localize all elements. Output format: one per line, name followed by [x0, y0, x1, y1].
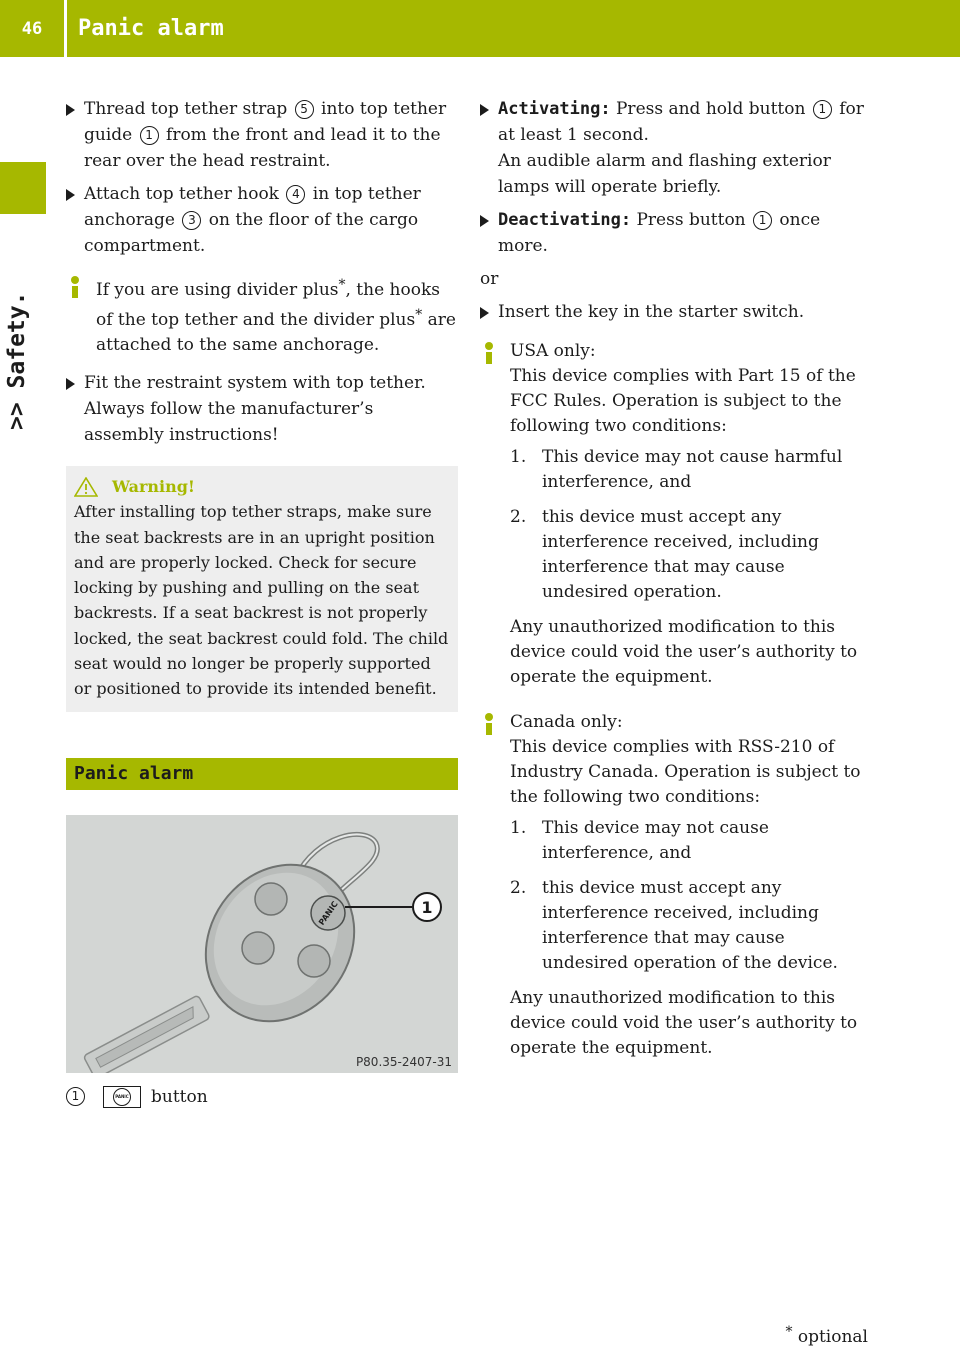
warning-box: [66, 466, 458, 712]
page-title: Panic alarm: [78, 16, 224, 41]
step-arrow-icon: [66, 96, 84, 174]
list-item: [510, 876, 874, 976]
instruction-step: [480, 299, 874, 325]
info-text-part: , the hooks of the top tether and the divider plus: [96, 280, 440, 330]
list-item: [510, 445, 874, 495]
chapter-tab-marker: [0, 162, 46, 214]
caption-text: button: [151, 1086, 208, 1107]
or-text: or: [480, 269, 499, 289]
step-text: [84, 181, 458, 259]
instruction-step: [480, 207, 874, 259]
step-text-part: An audible alarm and flashing exterior lamps will operate briefly.: [498, 151, 831, 197]
footnote-text: optional: [792, 1327, 868, 1347]
info-intro: This device complies with Part 15 of the FCC Rules. Operation is subject to the following two conditions:: [510, 366, 856, 436]
list-text: this device must accept any interference received, including interference that may cause undesired operation.: [542, 507, 819, 602]
panic-button-label: PANIC: [317, 899, 340, 927]
numbered-list: [510, 445, 874, 605]
info-title: Canada only:: [510, 712, 623, 732]
step-text-part: in top tether anchorage: [84, 184, 421, 230]
step-text-part: Press and hold button: [610, 99, 811, 119]
info-title: USA only:: [510, 341, 596, 361]
optional-asterisk: *: [785, 1324, 793, 1340]
page-header: [0, 0, 960, 57]
step-text: Insert the key in the starter switch.: [498, 302, 805, 322]
step-arrow-icon: [480, 299, 498, 325]
list-text: this device must accept any interference received, including interference that may cause undesired operation of the device.: [542, 878, 838, 973]
info-icon: [480, 713, 498, 733]
info-text-part: are attached to the same anchorage.: [96, 310, 456, 355]
optional-asterisk: *: [338, 277, 346, 293]
deactivating-label: Deactivating:: [498, 210, 632, 230]
step-text-part: once more.: [498, 210, 821, 256]
step-arrow-icon: [480, 96, 498, 200]
page-number: 46: [21, 18, 43, 39]
step-arrow-icon: [66, 370, 84, 448]
panic-icon-text: PANIC: [113, 1088, 131, 1106]
figure-code: P80.35-2407-31: [355, 1054, 452, 1069]
instruction-step: [480, 96, 874, 200]
step-text-part: Press button: [631, 210, 752, 230]
info-note: [66, 273, 458, 358]
step-arrow-icon: [66, 181, 84, 259]
smart-key-image: [66, 815, 458, 1073]
callout-number-icon: 3: [182, 211, 201, 230]
step-text: [498, 96, 874, 200]
activating-label: Activating:: [498, 99, 611, 119]
step-text-part: on the floor of the cargo compartment.: [84, 210, 419, 256]
list-number: 1.: [510, 447, 527, 467]
footnote: [785, 1320, 868, 1349]
warning-title: Warning!: [112, 477, 195, 496]
instruction-step: [66, 96, 458, 174]
right-column: [480, 96, 874, 1073]
list-text: This device may not cause harmful interference, and: [542, 447, 843, 492]
panic-button-icon: [103, 1086, 141, 1108]
info-text: [96, 273, 458, 358]
instruction-step: [66, 181, 458, 259]
info-note-canada: [480, 710, 874, 1061]
callout-number-icon: 5: [295, 100, 314, 119]
callout-number-icon: 1: [753, 211, 772, 230]
step-text: [498, 207, 874, 259]
callout-number-icon: 1: [140, 126, 159, 145]
info-icon: [480, 342, 498, 362]
step-text-part: into top tether guide: [84, 99, 447, 145]
info-icon: [66, 276, 84, 296]
list-item: [510, 505, 874, 605]
list-number: 1.: [510, 818, 527, 838]
chapter-side-label: [4, 291, 30, 430]
numbered-list: [510, 816, 874, 976]
step-text-part: for at least 1 second.: [498, 99, 864, 145]
info-note-usa: [480, 339, 874, 690]
optional-asterisk: *: [415, 307, 423, 323]
step-arrow-icon: [480, 207, 498, 259]
callout-number-icon: 1: [813, 100, 832, 119]
info-intro: This device complies with RSS-210 of Industry Canada. Operation is subject to the following two conditions:: [510, 737, 861, 807]
left-column: [66, 96, 458, 1109]
warning-header: [74, 474, 450, 499]
step-text-part: Thread top tether strap: [84, 99, 293, 119]
instruction-step: [66, 370, 458, 448]
step-text: [84, 96, 458, 174]
section-heading: Panic alarm: [66, 758, 458, 790]
step-text-part: Attach top tether hook: [84, 184, 285, 204]
info-outro: Any unauthorized modification to this device could void the user’s authority to operate the equipment.: [510, 988, 858, 1058]
callout-number-icon: 1: [66, 1087, 85, 1106]
list-number: 2.: [510, 507, 527, 527]
figure-callout-number: 1: [421, 897, 433, 917]
step-text: Fit the restraint system with top tether. Always follow the manufacturer’s assembly instructions!: [84, 373, 426, 445]
warning-triangle-icon: [74, 477, 98, 497]
callout-number-icon: 4: [286, 185, 305, 204]
figure-caption: [66, 1085, 458, 1109]
step-text-part: from the front and lead it to the rear over the head restraint.: [84, 125, 441, 171]
info-text-part: If you are using divider plus: [96, 280, 339, 300]
list-item: [510, 816, 874, 866]
header-divider: [64, 0, 67, 57]
info-text: [510, 710, 874, 1061]
key-illustration: [66, 815, 458, 1073]
info-text: [510, 339, 874, 690]
info-outro: Any unauthorized modification to this device could void the user’s authority to operate the equipment.: [510, 617, 858, 687]
warning-text: After installing top tether straps, make sure the seat backrests are in an upright position and are properly locked. Check for secure locking by pushing and pulling on the seat backrests. If a seat backrest is not properly locked, the seat backrest could fold. The child seat would no longer be properly supported or positioned to provide its intended benefit.: [74, 502, 449, 699]
chapter-label-text: >> Safety.: [4, 291, 30, 430]
list-number: 2.: [510, 878, 527, 898]
list-text: This device may not cause interference, and: [542, 818, 769, 863]
